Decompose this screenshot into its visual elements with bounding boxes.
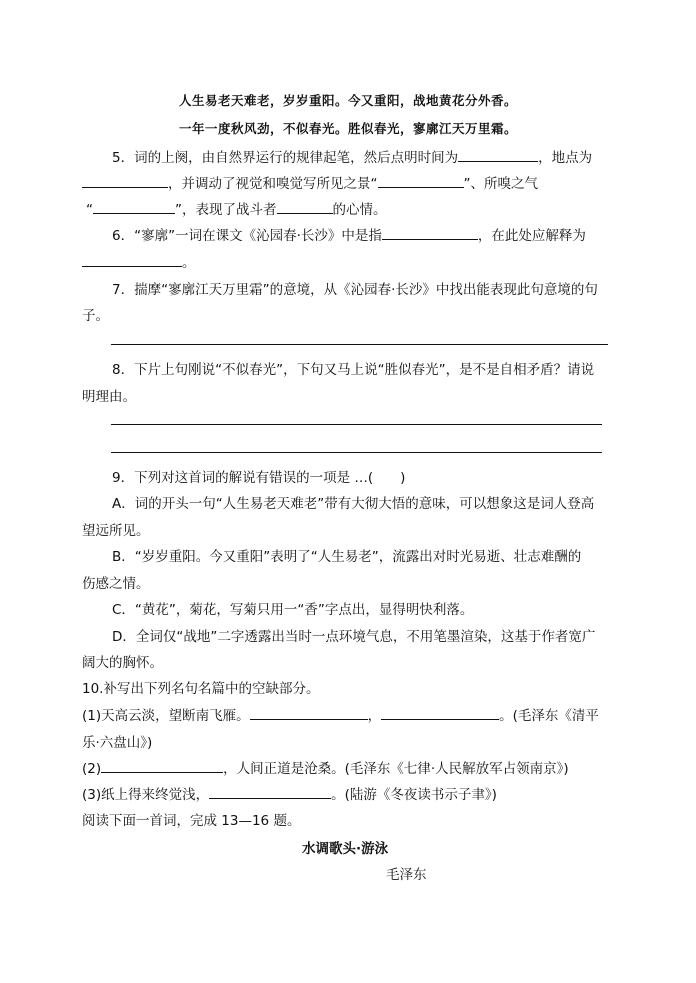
q10-text: (1)天高云淡，望断南飞雁。 — [82, 708, 250, 724]
q6-text-c: 。 — [182, 255, 196, 271]
option-d-line-2: 阔大的胸怀。 — [82, 655, 163, 671]
question-6-line-1 — [112, 224, 586, 244]
question-7-line-1: 7．揣摩“寥廓江天万里霜”的意境，从《沁园春·长沙》中找出能表现此句意境的句 — [112, 282, 598, 298]
answer-blank[interactable] — [381, 706, 499, 720]
reading-intro: 阅读下面一首词，完成 13—16 题。 — [82, 813, 301, 829]
poem-line-1: 人生易老天难老，岁岁重阳。今又重阳，战地黄花分外香。 — [178, 93, 517, 108]
q5-text-b: ，地点为 — [538, 150, 593, 166]
answer-blank[interactable] — [82, 174, 168, 188]
question-5-line-3 — [86, 198, 387, 218]
option-d-line-1: D．全词仅“战地”二字透露出当时一点环境气息，不用笔墨渲染，这基于作者宽广 — [112, 629, 596, 645]
q5-text-f: ”，表现了战斗者 — [175, 202, 277, 218]
q5-text-g: 的心情。 — [332, 202, 387, 218]
answer-blank[interactable] — [82, 253, 182, 267]
poem-author: 毛泽东 — [386, 867, 427, 883]
answer-blank[interactable] — [277, 200, 333, 214]
answer-blank[interactable] — [382, 226, 478, 240]
q5-text-d: ”、所嗅之气 — [463, 176, 538, 192]
option-b-line-2: 伤感之情。 — [82, 576, 150, 592]
question-10-item-3 — [82, 783, 497, 803]
question-6-line-2 — [82, 251, 196, 271]
poem-line-2: 一年一度秋风劲，不似春光。胜似春光，寥廓江天万里霜。 — [178, 121, 517, 136]
question-10-stem: 10.补写出下列名句名篇中的空缺部分。 — [82, 681, 320, 697]
question-5-line-2 — [82, 172, 538, 192]
q10-text: (2) — [82, 761, 102, 777]
question-8-line-2: 明理由。 — [82, 389, 136, 405]
question-5-line-1 — [112, 146, 592, 166]
question-10-item-1-line-2: 乐·六盘山》) — [82, 735, 153, 751]
question-10-item-1-line-1 — [82, 704, 599, 724]
question-8-line-1: 8．下片上句刚说“不似春光”，下句又马上说“胜似春光”，是不是自相矛盾？请说 — [112, 362, 595, 378]
answer-blank[interactable] — [378, 174, 464, 188]
answer-blank[interactable] — [209, 785, 331, 799]
option-a-line-1: A．词的开头一句“人生易老天难老”带有大彻大悟的意味，可以想象这是词人登高 — [112, 496, 595, 512]
poem-title: 水调歌头·游泳 — [302, 841, 389, 857]
question-7-line-2: 子。 — [82, 308, 109, 324]
answer-line[interactable] — [111, 452, 602, 453]
answer-blank[interactable] — [250, 706, 368, 720]
question-10-item-2 — [82, 757, 569, 777]
q6-text-a: 6．“寥廓”一词在课文《沁园春·长沙》中是指 — [112, 228, 382, 244]
option-c-line-1: C．“黄花”，菊花，写菊只用一“香”字点出，显得明快利落。 — [112, 602, 474, 618]
answer-line[interactable] — [111, 344, 608, 345]
answer-blank[interactable] — [101, 759, 223, 773]
q5-text-a: 5．词的上阕，由自然界运行的规律起笔，然后点明时间为 — [112, 150, 459, 166]
q10-text: (3)纸上得来终觉浅， — [82, 787, 210, 803]
q10-text: 。(陆游《冬夜读书示子聿》) — [331, 787, 497, 803]
option-a-line-2: 望远所见。 — [82, 523, 150, 539]
answer-blank[interactable] — [458, 148, 538, 162]
q5-text-e: “ — [86, 202, 93, 218]
q5-text-c: ，并调动了视觉和嗅觉写所见之景“ — [168, 176, 378, 192]
answer-blank[interactable] — [93, 200, 175, 214]
q6-text-b: ，在此处应解释为 — [477, 228, 586, 244]
option-b-line-1: B．“岁岁重阳。今又重阳”表明了“人生易老”，流露出对时光易逝、壮志难酬的 — [112, 549, 582, 565]
q10-text: ， — [367, 708, 382, 724]
question-9-stem: 9．下列对这首词的解说有错误的一项是 …( ) — [112, 470, 406, 486]
q10-text: 。(毛泽东《清平 — [499, 708, 599, 724]
answer-line[interactable] — [111, 424, 602, 425]
q10-text: ，人间正道是沧桑。(毛泽东《七律·人民解放军占领南京》) — [223, 761, 569, 777]
